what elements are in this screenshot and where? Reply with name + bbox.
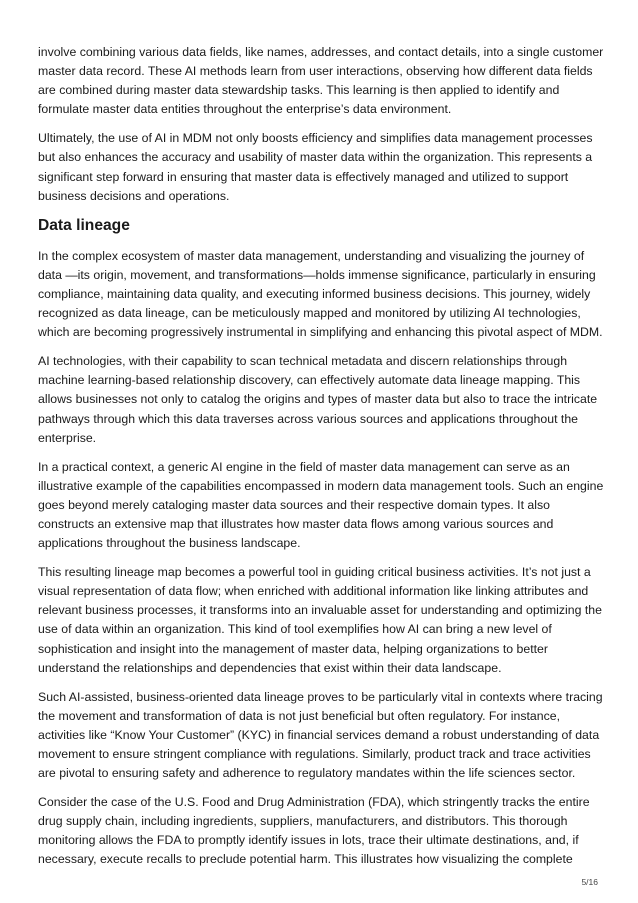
section-heading-data-lineage: Data lineage — [38, 216, 130, 234]
paragraph-generic-ai-engine: In a practical context, a generic AI engine in the field of master data management can serve as an illustrative example of the capabilities encompassed in modern data management tools. Such an engine goes beyond merely cataloging master data sources and their respective domain types. It also constructs an extensive map that illustrates how master data flows among various sources and applications throughout the business landscape. — [38, 459, 604, 551]
paragraph-combining-data-fields: involve combining various data fields, like names, addresses, and contact details, into a single customer master data record. These AI methods learn from user interactions, observing how different data fields are combined during master data stewardship tasks. This learning is then applied to identify and formulate master data entities throughout the enterprise’s data environment. — [38, 45, 604, 117]
document-body — [38, 43, 604, 880]
paragraph-ai-in-mdm-summary: Ultimately, the use of AI in MDM not only boosts efficiency and simplifies data management processes but also enhances the accuracy and usability of master data within the organization. This represents a significant step forward in ensuring that master data is effectively managed and utilized to support business decisions and operations. — [38, 131, 593, 203]
paragraph-fda-example: Consider the case of the U.S. Food and Drug Administration (FDA), which stringently tracks the entire drug supply chain, including ingredients, suppliers, manufacturers, and distributors. This thorough monitoring allows the FDA to promptly identify issues in lots, trace their ultimate destinations, and, if necessary, execute recalls to preclude potential harm. This illustrates how visualizing the complete — [38, 795, 590, 867]
paragraph-regulatory-contexts: Such AI-assisted, business-oriented data lineage proves to be particularly vital in contexts where tracing the movement and transformation of data is not just beneficial but often regulatory. For instance, activities like “Know Your Customer” (KYC) in financial services demand a robust understanding of data movement to ensure stringent compliance with regulations. Similarly, product track and trace activities are pivotal to ensuring safety and adherence to regulatory mandates within the life sciences sector. — [38, 689, 603, 781]
paragraph-data-lineage-intro: In the complex ecosystem of master data management, understanding and visualizing the journey of data —its origin, movement, and transformations—holds immense significance, particularly in ensuring compliance, maintaining data quality, and executing informed business decisions. This journey, widely recognized as data lineage, can be meticulously mapped and monitored by utilizing AI technologies, which are becoming progressively instrumental in simplifying and enhancing this pivotal aspect of MDM. — [38, 248, 603, 340]
page-number: 5/16 — [581, 877, 598, 887]
paragraph-ai-lineage-mapping: AI technologies, with their capability to scan technical metadata and discern relationships through machine learning-based relationship discovery, can effectively automate data lineage mapping. This allows businesses not only to catalog the origins and types of master data but also to trace the intricate pathways through which this data traverses across various sources and applications throughout the enterprise. — [38, 354, 598, 445]
paragraph-lineage-map-tool: This resulting lineage map becomes a powerful tool in guiding critical business activities. It’s not just a visual representation of data flow; when enriched with additional information like linking attributes and relevant business processes, it transforms into an invaluable asset for understanding and optimizing the use of data within an organization. This kind of tool exemplifies how AI can bring a new level of sophistication and insight into the management of master data, helping organizations to better understand the relationships and dependencies that exist within their data landscape. — [38, 565, 602, 675]
